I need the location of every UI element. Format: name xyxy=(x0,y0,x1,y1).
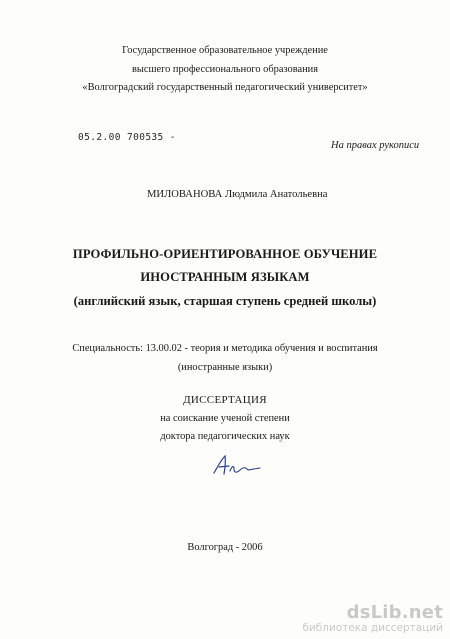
watermark-tagline: библиотека диссертаций xyxy=(302,622,443,634)
registration-number: 05.2.00 700535 - xyxy=(78,132,176,143)
specialty-line: Специальность: 13.00.02 - теория и методика обучения и воспитания xyxy=(72,343,378,354)
degree-line-2: доктора педагогических наук xyxy=(160,431,290,442)
degree-line-1: на соискание ученой степени xyxy=(160,413,290,424)
title-line-1: ПРОФИЛЬНО-ОРИЕНТИРОВАННОЕ ОБУЧЕНИЕ xyxy=(72,247,378,261)
title-line-2: ИНОСТРАННЫМ ЯЗЫКАМ xyxy=(140,270,310,284)
rights-note: На правах рукописи xyxy=(331,140,420,151)
specialty-subject: (иностранные языки) xyxy=(177,362,273,373)
institution-line-2: высшего профессионального образования xyxy=(132,64,318,75)
city-year: Волгоград - 2006 xyxy=(187,542,263,553)
handwritten-signature xyxy=(210,452,264,478)
author-name: МИЛОВАНОВА Людмила Анатольевна xyxy=(147,189,328,200)
watermark-logo: dsLib.net xyxy=(346,602,443,623)
institution-line-1: Государственное образовательное учреждение xyxy=(122,45,328,56)
institution-line-3: «Волгоградский государственный педагогический университет» xyxy=(82,82,368,93)
watermark xyxy=(302,604,443,634)
dissertation-label: ДИССЕРТАЦИЯ xyxy=(183,394,267,406)
title-subtitle: (английский язык, старшая ступень средней школы) xyxy=(73,294,377,308)
